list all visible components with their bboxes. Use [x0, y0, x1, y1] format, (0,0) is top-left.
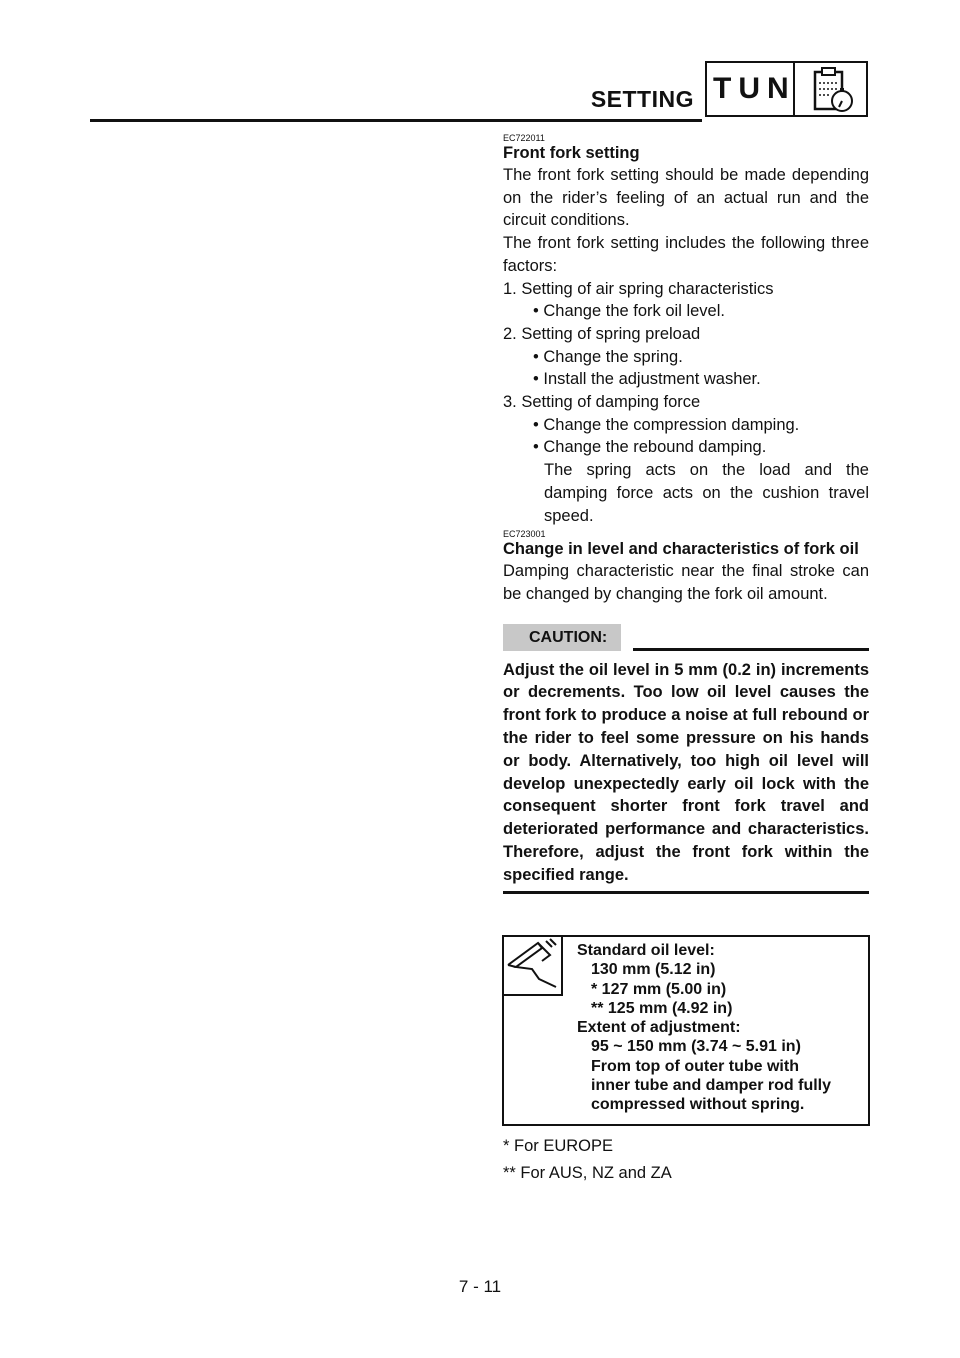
section-heading: Front fork setting [503, 144, 640, 162]
caution-label: CAUTION: [503, 624, 621, 651]
bullet-item: • Change the compression damping. [533, 415, 800, 434]
section-heading: Change in level and characteristics of fork oil [503, 540, 859, 559]
spec-line: ** 125 mm (4.92 in) [591, 999, 733, 1017]
bullet-item: • Change the spring. [533, 347, 683, 366]
bullet-note: The spring acts on the load and the damping force acts on the cushion travel speed. [544, 461, 869, 525]
header-section-title: SETTING [590, 86, 694, 112]
main-content [503, 131, 869, 894]
caution-header [503, 624, 869, 651]
spec-line: * 127 mm (5.00 in) [591, 980, 727, 998]
list-item: 2. Setting of spring preload [503, 324, 701, 343]
caution-text: Adjust the oil level in 5 mm (0.2 in) increments or decrements. Too low oil level causes the front fork to produce a noise at full rebound or the rider to feel some pressure on his hands or body. Alternatively, too high oil level will develop unexpectedly early oil lock with the consequent shorter front fork travel and deteriorated performance and characteristics. Therefore, adjust the front fork within the specified range. [503, 660, 869, 884]
page-number: 7 - 11 [458, 1277, 502, 1296]
spec-line: 130 mm (5.12 in) [591, 961, 716, 979]
spec-line: From top of outer tube with [591, 1057, 799, 1075]
footnote: * For EUROPE [503, 1137, 614, 1155]
list-item: 1. Setting of air spring characteristics [503, 279, 774, 298]
bullet-item: • Change the rebound damping. [533, 438, 767, 457]
section-code: EC723001 [503, 529, 546, 540]
caution-end-rule [503, 891, 869, 894]
spec-line: compressed without spring. [591, 1096, 805, 1114]
bullet-item: • Install the adjustment washer. [533, 370, 761, 389]
spec-line: Standard oil level: [577, 942, 715, 959]
spec-line: 95 ~ 150 mm (3.74 ~ 5.91 in) [591, 1038, 801, 1056]
header-rule [90, 119, 702, 122]
spec-line: inner tube and damper rod fully [591, 1077, 832, 1095]
caution-rule [633, 648, 869, 651]
clipboard-stopwatch-icon [793, 61, 868, 117]
footnotes [503, 1133, 672, 1187]
tun-tab-label: TUN [705, 61, 795, 117]
caliper-icon [502, 935, 563, 996]
section-code: EC722011 [503, 133, 545, 143]
list-item: 3. Setting of damping force [503, 393, 701, 412]
spec-text [577, 941, 831, 1115]
paragraph: Damping characteristic near the final stroke can be changed by changing the fork oil amount. [503, 562, 869, 603]
paragraph: The front fork setting includes the following three factors: [503, 234, 869, 275]
footnote: ** For AUS, NZ and ZA [503, 1164, 672, 1182]
paragraph: The front fork setting should be made depending on the rider’s feeling of an actual run and the circuit conditions. [503, 166, 869, 230]
spec-line: Extent of adjustment: [577, 1019, 741, 1037]
bullet-item: • Change the fork oil level. [533, 302, 725, 321]
